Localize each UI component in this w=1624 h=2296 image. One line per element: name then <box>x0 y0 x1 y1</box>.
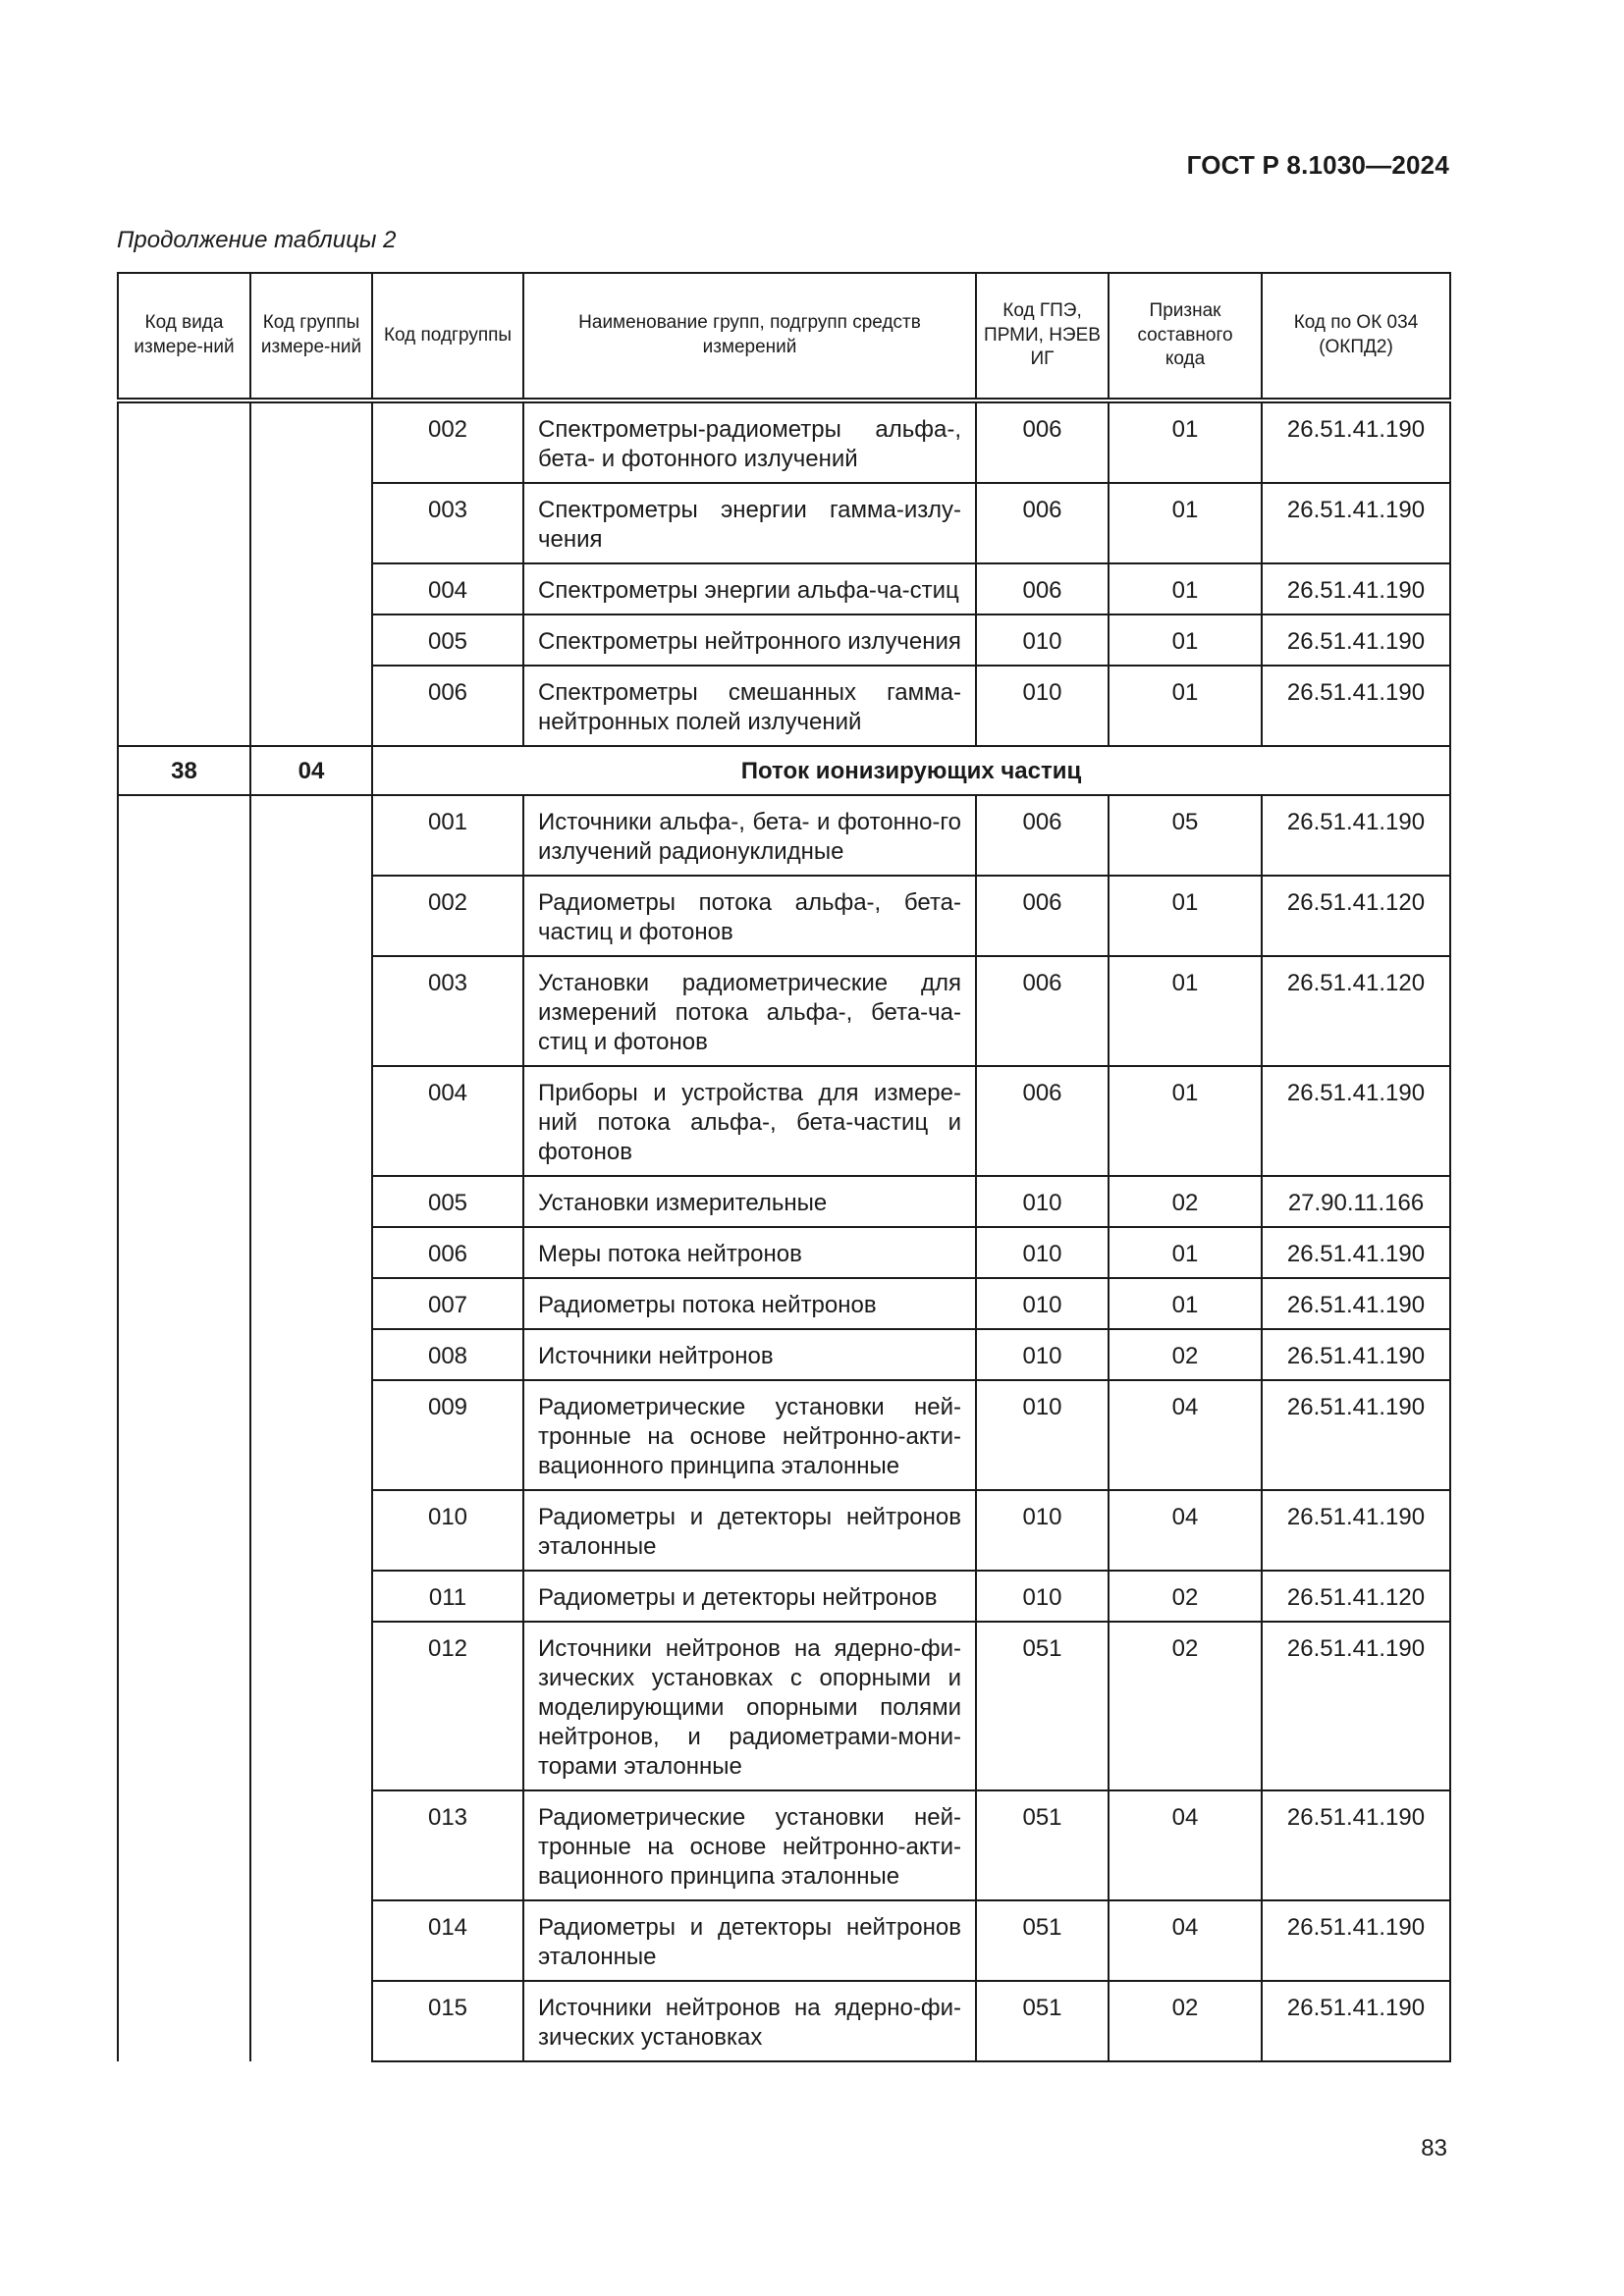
subgroup-code-cell: 006 <box>372 1227 523 1278</box>
composite-flag-cell: 01 <box>1109 956 1262 1066</box>
column-header-composite-flag: Признак составного кода <box>1109 273 1262 400</box>
column-header-name: Наименование групп, подгрупп средств измерений <box>523 273 976 400</box>
instrument-name-cell: Источники нейтронов <box>523 1329 976 1380</box>
okpd-code-cell: 26.51.41.120 <box>1262 956 1450 1066</box>
composite-flag-cell: 04 <box>1109 1380 1262 1490</box>
subgroup-code-cell: 012 <box>372 1622 523 1790</box>
instrument-name-cell: Радиометры потока альфа-, бета-частиц и фотонов <box>523 876 976 956</box>
gpe-code-cell: 010 <box>976 1176 1109 1227</box>
okpd-code-cell: 26.51.41.190 <box>1262 1900 1450 1981</box>
instrument-name-cell: Спектрометры нейтронного излучения <box>523 614 976 666</box>
composite-flag-cell: 01 <box>1109 1227 1262 1278</box>
subgroup-code-cell: 001 <box>372 795 523 876</box>
okpd-code-cell: 26.51.41.190 <box>1262 614 1450 666</box>
okpd-code-cell: 26.51.41.120 <box>1262 1571 1450 1622</box>
subgroup-code-cell: 009 <box>372 1380 523 1490</box>
okpd-code-cell: 27.90.11.166 <box>1262 1176 1450 1227</box>
group-title: Поток ионизирующих частиц <box>372 746 1450 795</box>
composite-flag-cell: 01 <box>1109 400 1262 483</box>
composite-flag-cell: 01 <box>1109 483 1262 563</box>
subgroup-code-cell: 014 <box>372 1900 523 1981</box>
group-cell-empty <box>250 795 372 2061</box>
composite-flag-cell: 02 <box>1109 1176 1262 1227</box>
table-group-section <box>118 746 1450 795</box>
instrument-name-cell: Спектрометры смешанных гамма-нейтронных полей излучений <box>523 666 976 746</box>
page-number: 83 <box>1421 2135 1447 2162</box>
instrument-name-cell: Радиометры и детекторы нейтронов эталонные <box>523 1490 976 1571</box>
instrument-name-cell: Спектрометры энергии гамма-излу-чения <box>523 483 976 563</box>
column-header-kind-code: Код вида измере-ний <box>118 273 250 400</box>
column-header-group-code: Код группы измере-ний <box>250 273 372 400</box>
gpe-code-cell: 010 <box>976 614 1109 666</box>
instrument-name-cell: Установки измерительные <box>523 1176 976 1227</box>
subgroup-code-cell: 010 <box>372 1490 523 1571</box>
subgroup-code-cell: 013 <box>372 1790 523 1900</box>
okpd-code-cell: 26.51.41.190 <box>1262 1278 1450 1329</box>
classification-table <box>117 272 1451 2062</box>
column-header-okpd-code: Код по ОК 034 (ОКПД2) <box>1262 273 1450 400</box>
subgroup-code-cell: 005 <box>372 614 523 666</box>
group-row <box>118 746 1450 795</box>
instrument-name-cell: Радиометры и детекторы нейтронов эталонные <box>523 1900 976 1981</box>
instrument-name-cell: Радиометры и детекторы нейтронов <box>523 1571 976 1622</box>
gpe-code-cell: 006 <box>976 400 1109 483</box>
gpe-code-cell: 006 <box>976 956 1109 1066</box>
instrument-name-cell: Установки радиометрические для измерений потока альфа-, бета-ча-стиц и фотонов <box>523 956 976 1066</box>
composite-flag-cell: 01 <box>1109 563 1262 614</box>
instrument-name-cell: Спектрометры-радиометры альфа-, бета- и фотонного излучений <box>523 400 976 483</box>
subgroup-code-cell: 005 <box>372 1176 523 1227</box>
gpe-code-cell: 051 <box>976 1790 1109 1900</box>
okpd-code-cell: 26.51.41.190 <box>1262 400 1450 483</box>
subgroup-code-cell: 003 <box>372 483 523 563</box>
kind-cell-empty <box>118 795 250 2061</box>
okpd-code-cell: 26.51.41.190 <box>1262 1380 1450 1490</box>
okpd-code-cell: 26.51.41.190 <box>1262 1790 1450 1900</box>
composite-flag-cell: 02 <box>1109 1571 1262 1622</box>
gpe-code-cell: 051 <box>976 1900 1109 1981</box>
subgroup-code-cell: 002 <box>372 876 523 956</box>
okpd-code-cell: 26.51.41.190 <box>1262 1981 1450 2061</box>
gpe-code-cell: 006 <box>976 563 1109 614</box>
column-header-subgroup-code: Код подгруппы <box>372 273 523 400</box>
table-row <box>118 400 1450 483</box>
composite-flag-cell: 04 <box>1109 1790 1262 1900</box>
gpe-code-cell: 051 <box>976 1622 1109 1790</box>
composite-flag-cell: 02 <box>1109 1622 1262 1790</box>
composite-flag-cell: 05 <box>1109 795 1262 876</box>
composite-flag-cell: 04 <box>1109 1900 1262 1981</box>
composite-flag-cell: 01 <box>1109 614 1262 666</box>
gpe-code-cell: 006 <box>976 795 1109 876</box>
okpd-code-cell: 26.51.41.190 <box>1262 666 1450 746</box>
gpe-code-cell: 010 <box>976 1278 1109 1329</box>
subgroup-code-cell: 002 <box>372 400 523 483</box>
instrument-name-cell: Радиометрические установки ней-тронные на основе нейтронно-акти-вационного принципа эталонные <box>523 1790 976 1900</box>
okpd-code-cell: 26.51.41.120 <box>1262 876 1450 956</box>
subgroup-code-cell: 004 <box>372 563 523 614</box>
okpd-code-cell: 26.51.41.190 <box>1262 563 1450 614</box>
okpd-code-cell: 26.51.41.190 <box>1262 1490 1450 1571</box>
okpd-code-cell: 26.51.41.190 <box>1262 1622 1450 1790</box>
standard-designation: ГОСТ Р 8.1030—2024 <box>1186 150 1449 180</box>
table-caption: Продолжение таблицы 2 <box>117 227 397 253</box>
subgroup-code-cell: 007 <box>372 1278 523 1329</box>
gpe-code-cell: 010 <box>976 1329 1109 1380</box>
gpe-code-cell: 051 <box>976 1981 1109 2061</box>
subgroup-code-cell: 006 <box>372 666 523 746</box>
subgroup-code-cell: 011 <box>372 1571 523 1622</box>
instrument-name-cell: Спектрометры энергии альфа-ча-стиц <box>523 563 976 614</box>
composite-flag-cell: 01 <box>1109 1066 1262 1176</box>
composite-flag-cell: 01 <box>1109 1278 1262 1329</box>
gpe-code-cell: 006 <box>976 876 1109 956</box>
table-header-row <box>118 273 1450 400</box>
gpe-code-cell: 010 <box>976 1490 1109 1571</box>
gpe-code-cell: 006 <box>976 1066 1109 1176</box>
composite-flag-cell: 04 <box>1109 1490 1262 1571</box>
composite-flag-cell: 02 <box>1109 1329 1262 1380</box>
instrument-name-cell: Источники альфа-, бета- и фотонно-го излучений радионуклидные <box>523 795 976 876</box>
gpe-code-cell: 010 <box>976 1571 1109 1622</box>
okpd-code-cell: 26.51.41.190 <box>1262 1329 1450 1380</box>
instrument-name-cell: Радиометры потока нейтронов <box>523 1278 976 1329</box>
gpe-code-cell: 010 <box>976 1227 1109 1278</box>
table-section-ionizing-flux <box>118 795 1450 2061</box>
kind-cell-empty <box>118 400 250 746</box>
instrument-name-cell: Радиометрические установки ней-тронные на основе нейтронно-акти-вационного принципа эталонные <box>523 1380 976 1490</box>
okpd-code-cell: 26.51.41.190 <box>1262 1066 1450 1176</box>
composite-flag-cell: 02 <box>1109 1981 1262 2061</box>
composite-flag-cell: 01 <box>1109 666 1262 746</box>
table-row <box>118 795 1450 876</box>
composite-flag-cell: 01 <box>1109 876 1262 956</box>
okpd-code-cell: 26.51.41.190 <box>1262 795 1450 876</box>
group-kind-code: 38 <box>118 746 250 795</box>
gpe-code-cell: 006 <box>976 483 1109 563</box>
instrument-name-cell: Меры потока нейтронов <box>523 1227 976 1278</box>
group-cell-empty <box>250 400 372 746</box>
subgroup-code-cell: 015 <box>372 1981 523 2061</box>
instrument-name-cell: Источники нейтронов на ядерно-фи-зических установках <box>523 1981 976 2061</box>
table-section-continued <box>118 400 1450 746</box>
instrument-name-cell: Источники нейтронов на ядерно-фи-зических установках с опорными и моделирующими опорными полями нейтронов, и радиометрами-мони-торами эталонные <box>523 1622 976 1790</box>
okpd-code-cell: 26.51.41.190 <box>1262 483 1450 563</box>
instrument-name-cell: Приборы и устройства для измере-ний потока альфа-, бета-частиц и фотонов <box>523 1066 976 1176</box>
subgroup-code-cell: 003 <box>372 956 523 1066</box>
gpe-code-cell: 010 <box>976 1380 1109 1490</box>
subgroup-code-cell: 008 <box>372 1329 523 1380</box>
group-code: 04 <box>250 746 372 795</box>
gpe-code-cell: 010 <box>976 666 1109 746</box>
column-header-gpe-code: Код ГПЭ, ПРМИ, НЭЕВ ИГ <box>976 273 1109 400</box>
okpd-code-cell: 26.51.41.190 <box>1262 1227 1450 1278</box>
subgroup-code-cell: 004 <box>372 1066 523 1176</box>
